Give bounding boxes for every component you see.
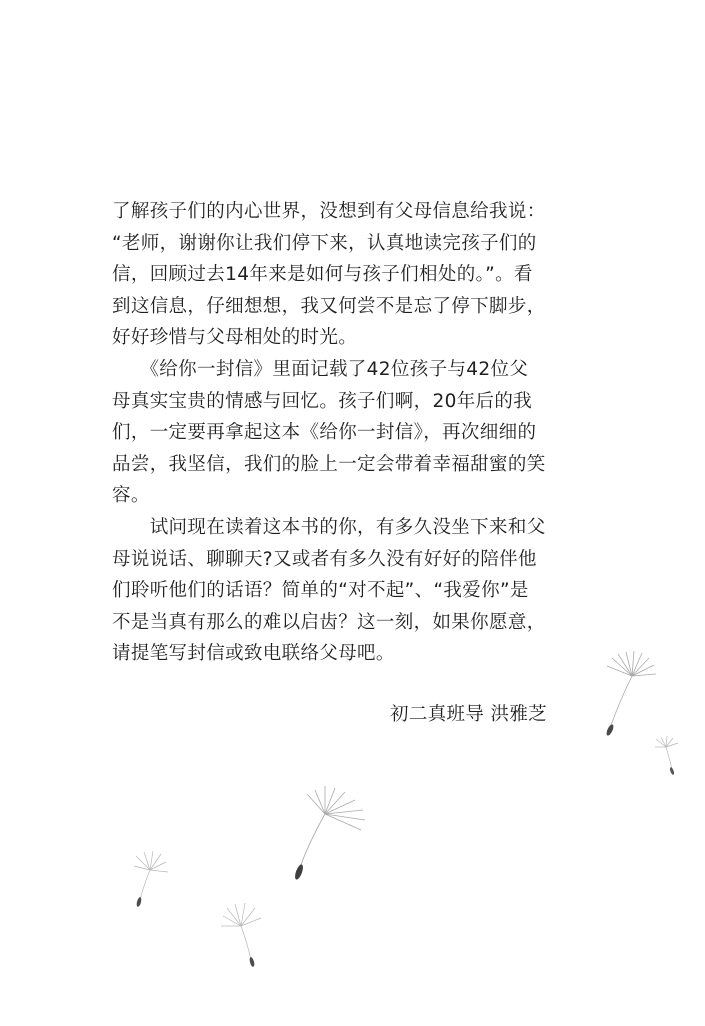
dandelion-seed-icon (285, 782, 375, 882)
dandelion-seed-icon (652, 735, 686, 775)
body-line: 好好珍惜与父母相处的时光。 (112, 327, 358, 349)
body-line: 不是当真有那么的难以启齿？这一刻，如果你愿意， (112, 611, 546, 633)
body-line: 们聆听他们的话语？简单的“对不起”、“我爱你”是 (112, 580, 529, 602)
dandelion-seed-icon (592, 650, 662, 740)
dandelion-seed-icon (215, 900, 271, 970)
body-line: 到这信息，仔细想想，我又何尝不是忘了停下脚步， (112, 295, 546, 317)
body-line: 容。 (112, 485, 150, 507)
signature: 初二真班导 洪雅芝 (390, 704, 548, 725)
body-line: “老师，谢谢你让我们停下来，认真地读完孩子们的 (112, 232, 537, 254)
body-line: 《给你一封信》里面记载了42位孩子与42位父 (112, 358, 529, 380)
body-line: 试问现在读着这本书的你，有多久没坐下来和父 (112, 516, 546, 538)
body-line: 请提笔写封信或致电联络父母吧。 (112, 643, 395, 665)
body-line: 母真实宝贵的情感与回忆。孩子们啊，20年后的我 (112, 390, 533, 412)
body-line: 们，一定要再拿起这本《给你一封信》，再次细细的 (112, 422, 537, 444)
body-line: 品尝，我坚信，我们的脸上一定会带着幸福甜蜜的笑 (112, 453, 546, 475)
dandelion-seed-icon (126, 848, 176, 908)
letter-body (112, 196, 572, 670)
body-line: 母说说话、聊聊天?又或者有多久没有好好的陪伴他 (112, 548, 537, 570)
body-line: 信，回顾过去14年来是如何与孩子们相处的。”。看 (112, 264, 533, 286)
body-line: 了解孩子们的内心世界，没想到有父母信息给我说： (112, 201, 546, 222)
